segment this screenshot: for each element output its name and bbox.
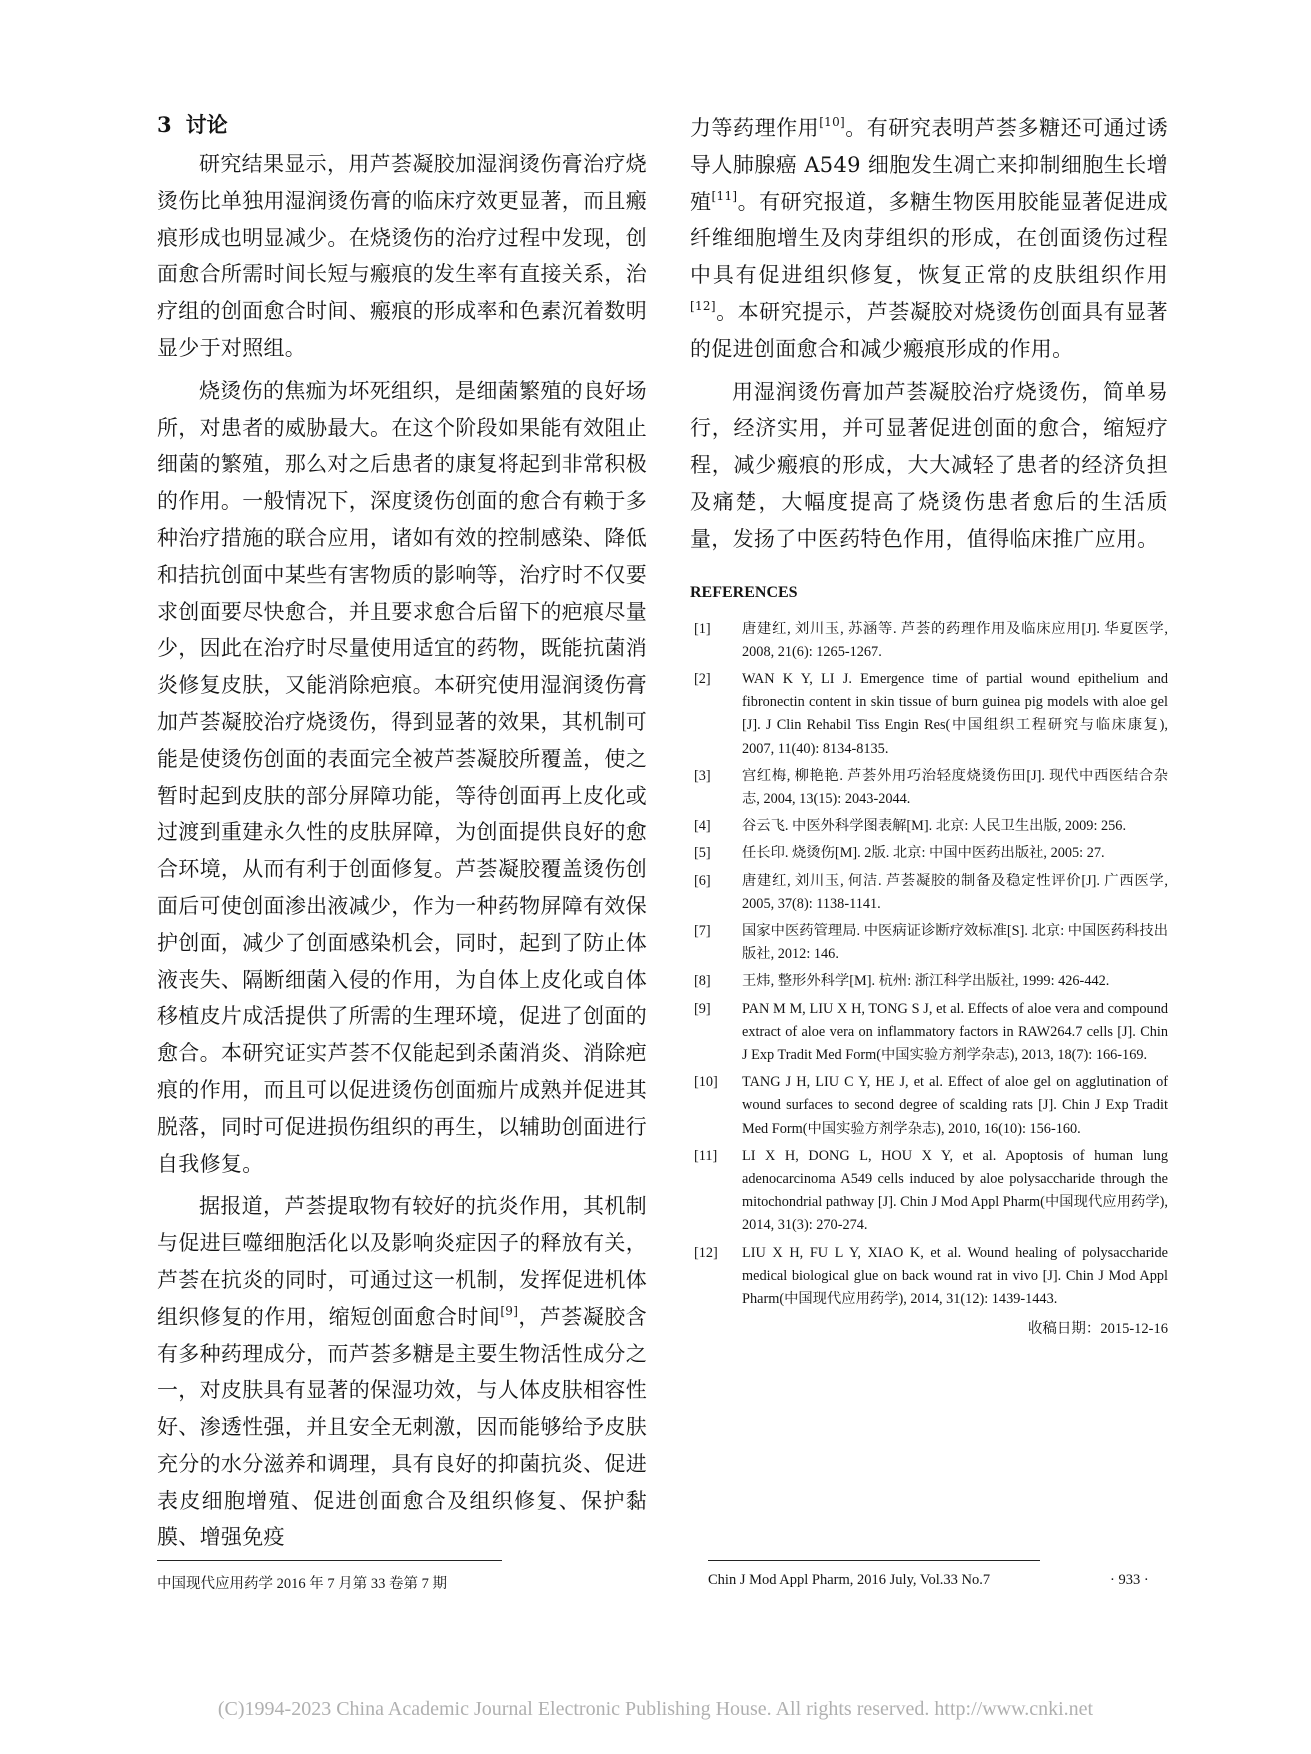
reference-label: [3] [694,767,711,784]
received-date: 收稿日期：2015-12-16 [1027,1321,1168,1338]
references-list [690,618,1168,1312]
citation-link[interactable]: [10] [819,115,846,129]
reference-text: 国家中医药管理局. 中医病证诊断疗效标准[S]. 北京: 中国医药科技出版社, 2012: 146. [742,923,1168,963]
reference-item [690,998,1168,1068]
reference-item [690,870,1168,916]
reference-text: WAN K Y, LI J. Emergence time of partial wound epithelium and fibronectin content in skin tissue of burn guinea pig models with aloe gel [J]. J Clin Rehabil Tiss Engin Res(中国组织工程研究与临床康复), 2007, 11(40): 8134-8135. [742,670,1168,757]
discussion-paragraph-1: 研究结果显示，用芦荟凝胶加湿润烫伤膏治疗烧烫伤比单独用湿润烫伤膏的临床疗效更显著，而且瘢痕形成也明显减少。在烧烫伤的治疗过程中发现，创面愈合所需时间长短与瘢痕的发生率有直接关系，治疗组的创面愈合时间、瘢痕的形成率和色素沉着数明显少于对照组。 [157,152,647,360]
reference-label: [11] [694,1147,718,1164]
conclusion-paragraph: 用湿润烫伤膏加芦荟凝胶治疗烧烫伤，简单易行，经济实用，并可显著促进创面的愈合，缩短疗程，减少瘢痕的形成，大大减轻了患者的经济负担及痛楚，大幅度提高了烧烫伤患者愈后的生活质量，发扬了中医药特色作用，值得临床推广应用。 [690,379,1168,551]
paragraph-text: 。本研究提示，芦荟凝胶对烧烫伤创面具有显著的促进创面愈合和减少瘢痕形成的作用。 [690,299,1168,361]
reference-label: [6] [694,872,711,889]
copyright-watermark: (C)1994-2023 China Academic Journal Electronic Publishing House. All rights reserved. http://www.cnki.net [217,1698,1094,1720]
reference-label: [8] [694,973,711,990]
discussion-paragraph-continued [690,110,1168,368]
paragraph-text: ，芦荟凝胶含有多种药理成分，而芦荟多糖是主要生物活性成分之一，对皮肤具有显著的保湿功效，与人体皮肤相容性好、渗透性强，并且安全无刺激，因而能够给予皮肤充分的水分滋养和调理，具有良好的抑菌抗炎、促进表皮细胞增殖、促进创面愈合及组织修复、保护黏膜、增强免疫 [157,1304,647,1550]
right-column [690,110,1168,1338]
reference-text: PAN M M, LIU X H, TONG S J, et al. Effects of aloe vera and compound extract of aloe vera on inflammatory factors in RAW264.7 cells [J]. Chin J Exp Tradit Med Form(中国实验方剂学杂志), 2013, 18(7): 166-169. [742,1000,1168,1064]
section-title: 讨论 [185,112,228,137]
reference-text: 任长印. 烧烫伤[M]. 2版. 北京: 中国中医药出版社, 2005: 27. [742,845,1105,862]
reference-label: [7] [694,923,711,939]
reference-text: 谷云飞. 中医外科学图表解[M]. 北京: 人民卫生出版, 2009: 256. [742,818,1127,835]
reference-item [690,1071,1168,1141]
paragraph-text: 。有研究报道，多糖生物医用胶能显著促进成纤维细胞增生及肉芽组织的形成，在创面烫伤过程中具有促进组织修复，恢复正常的皮肤组织作用 [690,189,1168,288]
section-number: 3 [157,112,172,137]
reference-item [690,765,1168,811]
reference-item [690,1242,1168,1312]
reference-label: [12] [694,1244,718,1261]
reference-item [690,1145,1168,1238]
discussion-paragraph-2: 烧烫伤的焦痂为坏死组织，是细菌繁殖的良好场所，对患者的威胁最大。在这个阶段如果能有效阻止细菌的繁殖，那么对之后患者的康复将起到非常积极的作用。一般情况下，深度烫伤创面的愈合有赖于多种治疗措施的联合应用，诸如有效的控制感染、降低和拮抗创面中某些有害物质的影响等，治疗时不仅要求创面要尽快愈合，并且要求愈合后留下的疤痕尽量少，因此在治疗时尽量使用适宜的药物，既能抗菌消炎修复皮肤，又能消除疤痕。本研究使用湿润烫伤膏加芦荟凝胶治疗烧烫伤，得到显著的效果，其机制可能是使烫伤创面的表面完全被芦荟凝胶所覆盖，使之暂时起到皮肤的部分屏障功能，等待创面再上皮化或过渡到重建永久性的皮肤屏障，为创面提供良好的愈合环境，从而有利于创面修复。芦荟凝胶覆盖烫伤创面后可使创面渗出液减少，作为一种药物屏障有效保护创面，减少了创面感染机会，同时，起到了防止体液丧失、隔断细菌入侵的作用，为自体上皮化或自体移植皮片成活提供了所需的生理环境，促进了创面的愈合。本研究证实芦荟不仅能起到杀菌消炎、消除疤痕的作用，而且可以促进烫伤创面痂片成熟并促进其脱落，同时可促进损伤组织的再生，以辅助创面进行自我修复。 [157,378,647,1176]
reference-item [690,842,1168,865]
reference-item [690,618,1168,664]
reference-text: 宫红梅, 柳艳艳. 芦荟外用巧治轻度烧烫伤田[J]. 现代中西医结合杂志, 2004, 13(15): 2043-2044. [742,767,1168,807]
citation-link[interactable]: [9] [500,1303,519,1318]
reference-text: TANG J H, LIU C Y, HE J, et al. Effect of aloe gel on agglutination of wound surfaces to second degree of scalding rats [J]. Chin J Exp Tradit Med Form(中国实验方剂学杂志), 2010, 16(10): 156-160. [742,1074,1168,1137]
reference-item [690,920,1168,966]
reference-text: LIU X H, FU L Y, XIAO K, et al. Wound healing of polysaccharide medical biological glue on back wound rat in vivo [J]. Chin J Mod Appl Pharm(中国现代应用药学), 2014, 31(12): 1439-1443. [742,1244,1168,1308]
reference-text: 唐建红, 刘川玉, 何洁. 芦荟凝胶的制备及稳定性评价[J]. 广西医学, 2005, 37(8): 1138-1141. [742,872,1168,912]
reference-text: 唐建红, 刘川玉, 苏涵等. 芦荟的药理作用及临床应用[J]. 华夏医学, 2008, 21(6): 1265-1267. [742,620,1168,660]
citation-link[interactable]: [11] [711,188,738,203]
reference-label: [4] [694,818,711,835]
reference-item [690,970,1168,993]
reference-label: [9] [694,1000,711,1017]
reference-text: 王炜, 整形外科学[M]. 杭州: 浙江科学出版社, 1999: 426-442. [742,973,1110,990]
reference-label: [5] [694,845,711,862]
paragraph-text: 力等药理作用 [690,116,820,140]
citation-link[interactable]: [12] [690,298,716,313]
left-column [157,110,647,1562]
reference-label: [2] [694,670,711,687]
reference-label: [10] [694,1074,718,1091]
footer-rule [157,1560,502,1561]
paragraph-text: 。有研究表明芦荟多糖还可通过诱导人肺腺癌 A549 细胞发生凋亡来抑制细胞生长增殖 [690,116,1168,214]
footer-journal-en: Chin J Mod Appl Pharm, 2016 July, Vol.33 No.7 [708,1572,991,1588]
footer-rule [708,1560,1040,1561]
references-heading: REFERENCES [690,583,798,601]
reference-item [690,815,1168,838]
section-heading [157,110,647,140]
page-number: · 933 · [1110,1572,1149,1588]
reference-item [690,668,1168,761]
paragraph-text: 据报道，芦荟提取物有较好的抗炎作用，其机制与促进巨噬细胞活化以及影响炎症因子的释放有关，芦荟在抗炎的同时，可通过这一机制，发挥促进机体组织修复的作用，缩短创面愈合时间 [157,1194,647,1329]
footer-journal-cn: 中国现代应用药学 2016 年 7 月第 33 卷第 7 期 [157,1576,447,1592]
reference-label: [1] [694,620,711,637]
reference-text: LI X H, DONG L, HOU X Y, et al. Apoptosis of human lung adenocarcinoma A549 cells induced by aloe polysaccharide through the mitochondrial pathway [J]. Chin J Mod Appl Pharm(中国现代应用药学), 2014, 31(3): 270-274. [742,1147,1168,1234]
discussion-paragraph-3 [157,1188,647,1556]
